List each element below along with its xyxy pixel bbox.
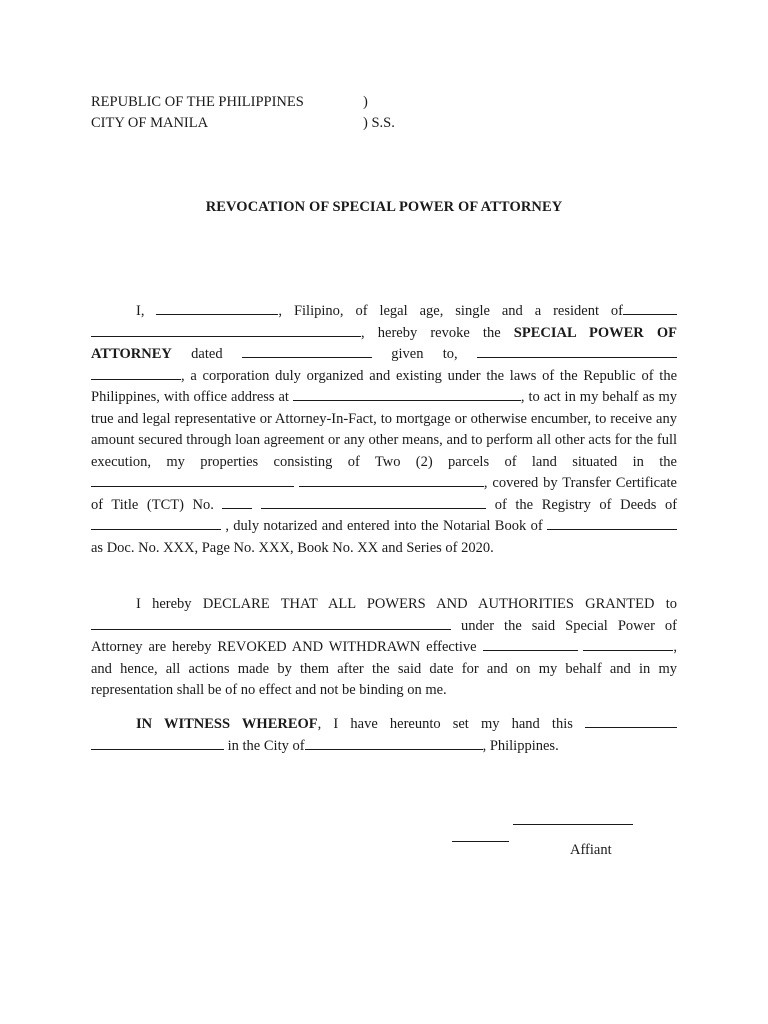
- blank-attorney-name-1[interactable]: [477, 344, 677, 358]
- blank-spa-date[interactable]: [242, 344, 372, 358]
- blank-day[interactable]: [585, 714, 677, 728]
- blank-office-address[interactable]: [293, 387, 521, 401]
- p1-text-1: I,: [136, 303, 145, 319]
- blank-residence-1[interactable]: [623, 301, 677, 315]
- p2-text-1: I hereby DECLARE THAT ALL POWERS AND AUTHORITIES GRANTED to: [136, 596, 677, 612]
- p1-text-8: , to act in my behalf as my true and legal representative or Attorney-In-Fact, to mortgage or otherwise encumber, to receive any amount secured through loan agreement or any other means, and to perform all other acts for the full execution, my properties consisting of Two (2) parcels of land situated in the: [91, 389, 677, 470]
- blank-affiant-name[interactable]: [156, 301, 278, 315]
- blank-residence-2[interactable]: [91, 323, 361, 337]
- blank-land-location-1[interactable]: [91, 473, 294, 487]
- blank-tct-number-1[interactable]: [222, 495, 252, 509]
- caption-ss: ) S.S.: [363, 115, 395, 131]
- blank-city[interactable]: [305, 736, 483, 750]
- p3-witness-bold: IN WITNESS WHEREOF: [136, 716, 318, 732]
- p1-text-12: as Doc. No. XXX, Page No. XXX, Book No. XX and Series of 2020.: [91, 539, 494, 556]
- p2-text-2: under the said Special Power of Attorney are hereby REVOKED AND WITHDRAWN effective: [91, 617, 677, 655]
- blank-month-year[interactable]: [91, 736, 224, 750]
- p1-text-2: , Filipino, of legal age, single and a resident of: [278, 303, 623, 319]
- p1-spa-bold: SPECIAL POWER OF ATTORNEY: [91, 324, 678, 362]
- p3-text-1: , I have hereunto set my hand this: [317, 716, 573, 732]
- caption-paren: ): [363, 94, 368, 110]
- caption-line-1: [91, 92, 368, 112]
- p1-text-10: of the Registry of Deeds of: [494, 496, 678, 513]
- document-title: REVOCATION OF SPECIAL POWER OF ATTORNEY: [205, 199, 563, 215]
- paragraph-witness: [91, 714, 677, 757]
- signature-line[interactable]: [513, 824, 633, 825]
- p3-text-3: , Philippines.: [482, 737, 559, 754]
- p1-text-9: , covered by Transfer Certificate of Title (TCT) No.: [91, 475, 677, 513]
- blank-attorney-name-2[interactable]: [91, 366, 181, 380]
- caption-line-2: [91, 113, 395, 133]
- p2-text-3: , and hence, all actions made by them after the said date for and on my behalf and in my representation shall be of no effect and not be binding on me.: [91, 639, 678, 698]
- signature-line-short[interactable]: [452, 841, 509, 842]
- blank-effective-date-1[interactable]: [483, 637, 578, 651]
- blank-notarial-book[interactable]: [547, 516, 677, 530]
- blank-land-location-2[interactable]: [299, 473, 484, 487]
- blank-registry[interactable]: [91, 516, 221, 530]
- p1-text-11: , duly notarized and entered into the Notarial Book of: [225, 518, 543, 534]
- affiant-label: Affiant: [570, 842, 612, 858]
- blank-effective-date-2[interactable]: [583, 637, 673, 651]
- p1-text-6: given to,: [391, 346, 458, 362]
- p1-text-7: , a corporation duly organized and existing under the laws of the Republic of the Philippines, with office address at: [91, 367, 677, 405]
- caption-city: CITY OF MANILA: [91, 115, 209, 131]
- blank-tct-number-2[interactable]: [261, 495, 486, 509]
- p1-text-5: dated: [171, 346, 223, 362]
- paragraph-revocation: [91, 301, 677, 559]
- caption-republic: REPUBLIC OF THE PHILIPPINES: [91, 94, 304, 110]
- paragraph-declaration: [91, 594, 677, 702]
- blank-grantee[interactable]: [91, 616, 451, 630]
- p3-text-2: in the City of: [227, 737, 305, 754]
- p1-text-3: , hereby revoke the: [361, 324, 501, 341]
